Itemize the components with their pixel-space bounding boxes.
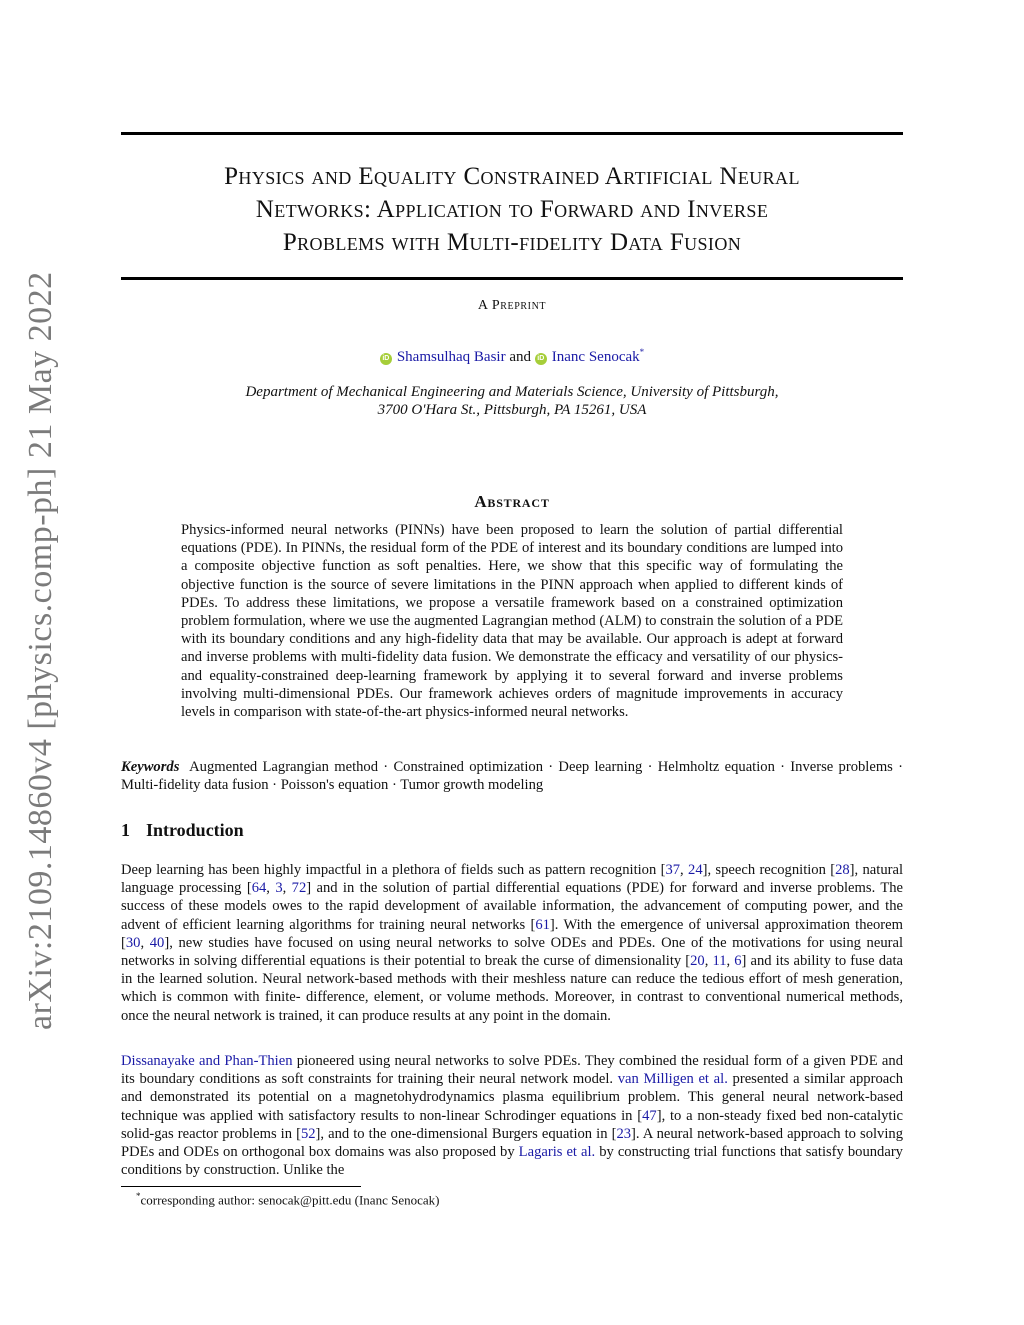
footnote-rule (121, 1186, 361, 1187)
text-run: , (680, 862, 689, 878)
footnote (136, 1191, 439, 1208)
citation-link[interactable]: 30 (125, 934, 141, 951)
text-run: Deep learning has been highly impactful in a plethora of fields such as pattern recognition [ (121, 862, 666, 878)
text-run: , (140, 934, 150, 951)
text-run: , (266, 880, 276, 897)
text-run: , (726, 953, 735, 970)
citation-link[interactable]: 28 (835, 862, 850, 878)
orcid-icon[interactable]: iD (380, 353, 392, 365)
text-run: , (282, 880, 292, 897)
text-run: ], speech recognition [ (702, 862, 836, 878)
text-run: pioneered using neural networks to solve PDEs. They combined the residual form of a given PDE and its boundary conditions as soft constraints for training their neural network model. (121, 1053, 903, 1088)
footnote-mark: * (136, 1191, 141, 1201)
intro-paragraph-2 (121, 1052, 903, 1179)
abstract-text: Physics-informed neural networks (PINNs) have been proposed to learn the solution of partial differential equations (PDE). In PINNs, the residual form of the PDE of interest and its boundary conditions are lumped into a composite objective function as soft penalties. Here, we show that this specific way of formulating the objective function is the source of severe limitations in the PINN approach when applied to different kinds of PDEs. To address these limitations, we propose a versatile framework based on a constrained optimization problem formulation, where we use the augmented Lagrangian method (ALM) to constrain the solution of a PDE with its boundary conditions and any high-fidelity data that may be available. Our approach is adept at forward and inverse problems with multi-fidelity data fusion. We demonstrate the efficacy and versatility of our physics- and equality-constrained deep-learning framework by applying it to several forward and inverse problems involving multi-dimensional PDEs. Our framework achieves orders of magnitude improvements in accuracy levels in comparison with state-of-the-art physics-informed neural networks. (181, 522, 843, 721)
text-run: ], to a non-steady fixed bed non-catalytic solid-gas reactor problems in [ (121, 1107, 904, 1142)
author-conjunction: and (509, 349, 532, 365)
affiliation (121, 383, 903, 419)
citation-link[interactable]: Dissanayake and Phan-Thien (121, 1053, 293, 1069)
text-run: by constructing trial functions that satisfy boundary conditions by construction. Unlike the (121, 1144, 903, 1179)
footnote-text: corresponding author: senocak@pitt.edu (Inanc Senocak) (140, 1192, 440, 1208)
section-number: 1 (121, 820, 130, 840)
text-run: presented a similar approach and demonstrated its potential on a magnetohydrodynamics plasma equilibrium problem. This general neural network-based technique was applied with satisfactory results to non-linear Schrodinger equations in [ (121, 1071, 903, 1124)
keywords-label: Keywords (121, 759, 180, 775)
text-run: ]. With the emergence of universal approximation theorem [ (121, 916, 903, 951)
keywords-list: Augmented Lagrangian method · Constrained optimization · Deep learning · Helmholtz equation · Inverse problems · Multi-fidelity data fusion · Poisson's equation · Tumor growth modeling (121, 759, 903, 794)
text-run: ], natural language processing [ (121, 862, 904, 897)
section-title: Introduction (146, 820, 244, 840)
title-line-2: Networks: Application to Forward and Inverse (255, 196, 769, 223)
preprint-label: A Preprint (477, 298, 547, 313)
text-run: ], and to the one-dimensional Burgers equation in [ (315, 1125, 617, 1142)
citation-link[interactable]: 40 (149, 934, 165, 951)
citation-link[interactable]: van Milligen et al. (617, 1071, 728, 1088)
citation-link[interactable]: 37 (665, 862, 681, 878)
citation-link[interactable]: 72 (291, 880, 307, 897)
corresponding-author-mark[interactable]: * (639, 347, 645, 357)
author-link-senocak[interactable]: Inanc Senocak (551, 349, 640, 365)
citation-link[interactable]: 61 (535, 916, 550, 933)
orcid-icon[interactable]: iD (535, 353, 547, 365)
arxiv-identifier: arXiv:2109.14860v4 [physics.comp-ph] 21 May 2022 (22, 271, 59, 1030)
citation-link[interactable]: 47 (642, 1107, 657, 1124)
citation-link[interactable]: 24 (688, 862, 703, 878)
intro-paragraph-1 (121, 861, 903, 1025)
text-run: ], new studies have focused on using neural networks to solve ODEs and PDEs. One of the motivations for using neural networks in solving differential equations is their potential to break the curse of dimensionality [ (121, 934, 904, 970)
keywords (121, 758, 903, 794)
title-bottom-rule (121, 277, 903, 280)
affiliation-line-2: 3700 O'Hara St., Pittsburgh, PA 15261, USA (377, 402, 647, 418)
section-heading-introduction (121, 820, 244, 841)
citation-link[interactable]: 6 (734, 953, 742, 970)
citation-link[interactable]: 23 (616, 1125, 632, 1142)
author-link-basir[interactable]: Shamsulhaq Basir (396, 349, 506, 365)
citation-link[interactable]: 20 (690, 953, 705, 970)
title-line-1: Physics and Equality Constrained Artificial Neural (224, 163, 800, 190)
text-run: ] and its ability to fuse data in the learned solution. Neural network-based methods with their meshless nature can reduce the tedious effort of mesh generation, which is common with finite- difference, element, or volume methods. Moreover, in contrast to conventional numerical methods, once the neural network is trained, it can produce results at any point in the domain. (121, 953, 904, 1024)
title-line-3: Problems with Multi-fidelity Data Fusion (282, 229, 742, 256)
text-run: ] and in the solution of partial differential equations (PDE) for forward and inverse problems. The success of these models owes to the rapid development of available information, the advancement of computing power, and the advent of efficient learning algorithms for training neural networks [ (121, 880, 904, 933)
affiliation-line-1: Department of Mechanical Engineering and Materials Science, University of Pittsburgh, (245, 384, 779, 400)
paper-title (121, 160, 903, 259)
text-run: ]. A neural network-based approach to solving PDEs and ODEs on orthogonal box domains was also proposed by (121, 1125, 903, 1161)
author-list (121, 347, 903, 366)
text-run: , (704, 953, 713, 970)
citation-link[interactable]: Lagaris et al. (518, 1144, 596, 1161)
citation-link[interactable]: 11 (712, 953, 727, 970)
citation-link[interactable]: 64 (251, 880, 267, 897)
abstract-heading: Abstract (474, 492, 550, 511)
title-top-rule (121, 132, 903, 135)
citation-link[interactable]: 3 (275, 880, 283, 897)
citation-link[interactable]: 52 (300, 1125, 316, 1142)
